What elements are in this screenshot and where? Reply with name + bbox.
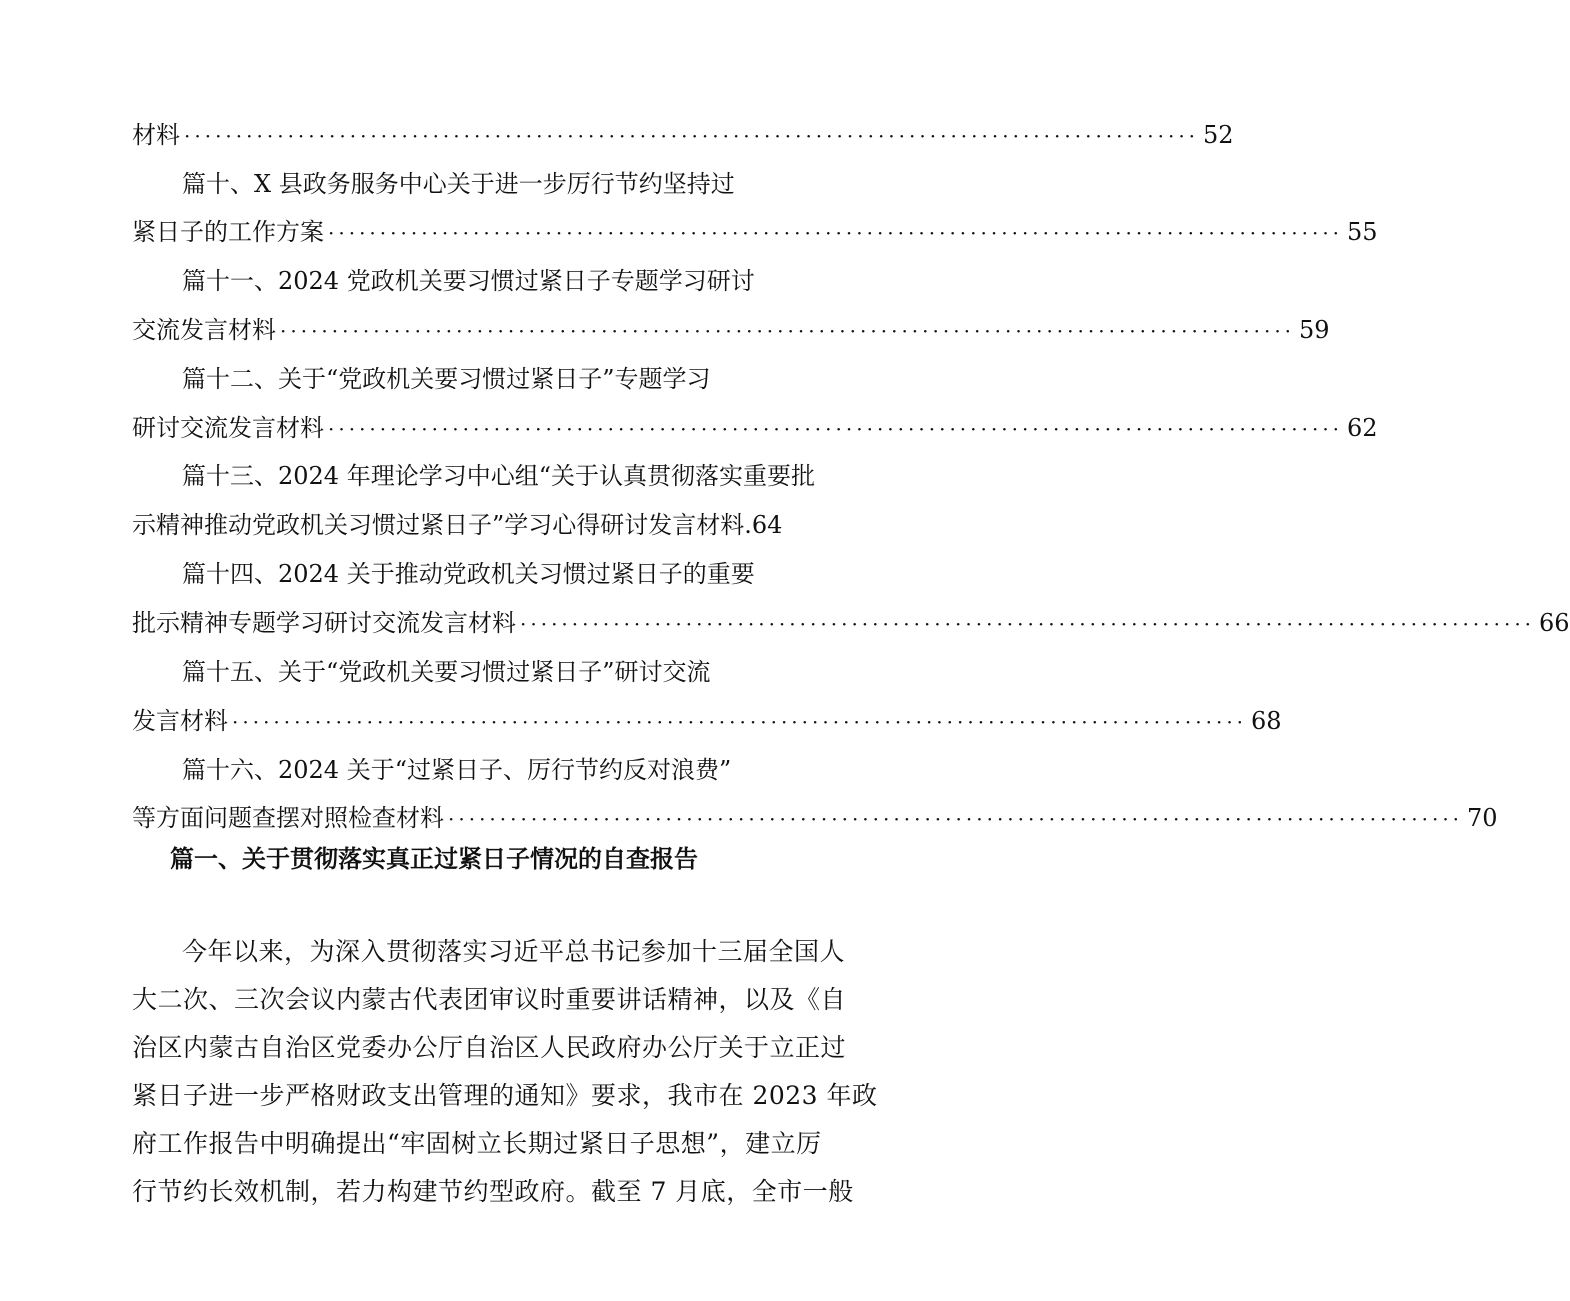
paragraph-line: 紧日子进一步严格财政支出管理的通知》要求，我市在 2023 年政 — [132, 1081, 878, 1110]
toc-page-number: 52 — [1203, 121, 1234, 149]
toc-entry-heading[interactable]: 篇十五、关于“党政机关要习惯过紧日子”研讨交流 — [182, 658, 711, 686]
toc-leader-dots: ·································································································· — [328, 221, 1344, 245]
toc-leader-dots: ·································································································· — [520, 612, 1536, 636]
toc-entry-heading[interactable]: 篇十一、2024 党政机关要习惯过紧日子专题学习研讨 — [182, 267, 755, 295]
paragraph-line: 府工作报告中明确提出“牢固树立长期过紧日子思想”，建立厉 — [132, 1129, 822, 1158]
toc-entry-heading[interactable]: 篇十二、关于“党政机关要习惯过紧日子”专题学习 — [182, 365, 711, 393]
toc-entry[interactable] — [132, 408, 1378, 448]
toc-entry-title: 紧日子的工作方案 — [132, 218, 324, 246]
toc-page-number: 59 — [1299, 316, 1330, 344]
paragraph-line: 大二次、三次会议内蒙古代表团审议时重要讲话精神，以及《自 — [132, 985, 847, 1014]
toc-entry-title: 示精神推动党政机关习惯过紧日子”学习心得研讨发言材料. — [132, 511, 752, 539]
toc-entry-title: 批示精神专题学习研讨交流发言材料 — [132, 609, 516, 637]
toc-entry-heading[interactable]: 篇十四、2024 关于推动党政机关习惯过紧日子的重要 — [182, 560, 755, 588]
toc-entry-title: 研讨交流发言材料 — [132, 414, 324, 442]
paragraph-line: 行节约长效机制，若力构建节约型政府。截至 7 月底，全市一般 — [132, 1177, 854, 1206]
toc-entry-title: 发言材料 — [132, 707, 228, 735]
toc-entry-heading[interactable]: 篇十三、2024 年理论学习中心组“关于认真贯彻落实重要批 — [182, 462, 815, 490]
toc-entry[interactable] — [132, 701, 1282, 741]
toc-entry-heading[interactable]: 篇十、X 县政务服务中心关于进一步厉行节约坚持过 — [182, 170, 735, 198]
toc-page-number: 64 — [751, 511, 783, 539]
paragraph-line: 治区内蒙古自治区党委办公厅自治区人民政府办公厅关于立正过 — [132, 1033, 847, 1062]
toc-leader-dots: ·································································································· — [280, 319, 1296, 343]
toc-leader-dots: ·································································································· — [448, 807, 1464, 831]
toc-page-number: 66 — [1539, 609, 1570, 637]
toc-entry[interactable] — [132, 310, 1330, 350]
toc-entry-title: 交流发言材料 — [132, 316, 276, 344]
toc-page-number: 70 — [1467, 804, 1498, 832]
toc-entry-title: 材料 — [132, 121, 180, 149]
paragraph-line: 今年以来，为深入贯彻落实习近平总书记参加十三届全国人 — [182, 937, 846, 966]
section-heading: 篇一、关于贯彻落实真正过紧日子情况的自查报告 — [170, 844, 698, 873]
toc-page-number: 55 — [1347, 218, 1378, 246]
toc-entry[interactable] — [132, 603, 1570, 643]
toc-page-number: 62 — [1347, 414, 1378, 442]
toc-leader-dots: ·································································································· — [184, 124, 1200, 148]
toc-entry[interactable] — [132, 798, 1498, 838]
toc-entry-heading[interactable]: 篇十六、2024 关于“过紧日子、厉行节约反对浪费” — [182, 756, 732, 784]
toc-entry-title: 等方面问题查摆对照检查材料 — [132, 804, 444, 832]
toc-leader-dots: ·································································································· — [232, 710, 1248, 734]
toc-leader-dots: ·································································································· — [328, 417, 1344, 441]
toc-entry[interactable] — [132, 212, 1378, 252]
toc-entry[interactable] — [132, 115, 1234, 155]
toc-entry[interactable] — [132, 505, 783, 545]
toc-page-number: 68 — [1251, 707, 1282, 735]
